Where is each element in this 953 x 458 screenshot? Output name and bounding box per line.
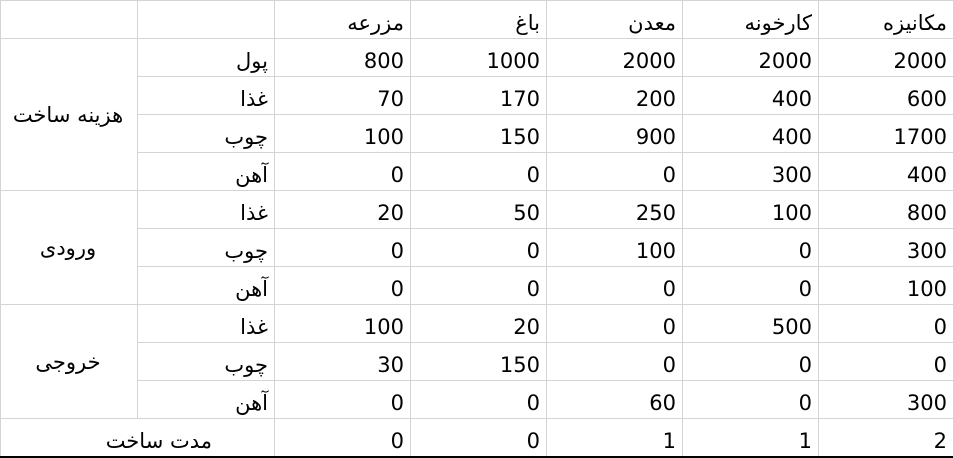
header-row (1, 1, 953, 39)
row-label-header-cell[interactable] (138, 1, 275, 39)
group-cell-build-cost[interactable]: هزینه ساخت (1, 39, 138, 191)
build-time-label-cell[interactable]: مدت ساخت (1, 419, 275, 458)
value-cell[interactable]: 0 (683, 267, 819, 305)
row-label-cell[interactable]: آهن (138, 267, 275, 305)
table-row (1, 267, 953, 305)
value-cell[interactable]: 400 (683, 77, 819, 115)
value-cell[interactable]: 150 (411, 115, 547, 153)
row-label-cell[interactable]: چوب (138, 343, 275, 381)
row-label-cell[interactable]: چوب (138, 115, 275, 153)
value-cell[interactable]: 100 (547, 229, 683, 267)
group-cell-output[interactable]: خروجی (1, 305, 138, 419)
column-header-garden[interactable]: باغ (411, 1, 547, 39)
column-header-mechanized[interactable]: مکانیزه (819, 1, 953, 39)
value-cell[interactable]: 60 (547, 381, 683, 419)
value-cell[interactable]: 0 (547, 343, 683, 381)
value-cell[interactable]: 0 (683, 381, 819, 419)
value-cell[interactable]: 0 (411, 267, 547, 305)
value-cell[interactable]: 200 (547, 77, 683, 115)
value-cell[interactable]: 1000 (411, 39, 547, 77)
row-label-cell[interactable]: غذا (138, 305, 275, 343)
value-cell[interactable]: 0 (411, 153, 547, 191)
table-row (1, 229, 953, 267)
table-row (1, 381, 953, 419)
table-row (1, 191, 953, 229)
value-cell[interactable]: 500 (683, 305, 819, 343)
value-cell[interactable]: 300 (683, 153, 819, 191)
value-cell[interactable]: 170 (411, 77, 547, 115)
value-cell[interactable]: 0 (547, 267, 683, 305)
value-cell[interactable]: 50 (411, 191, 547, 229)
value-cell[interactable]: 0 (275, 381, 411, 419)
value-cell[interactable]: 0 (275, 153, 411, 191)
value-cell[interactable]: 0 (819, 305, 953, 343)
value-cell[interactable]: 0 (547, 305, 683, 343)
value-cell[interactable]: 100 (819, 267, 953, 305)
table-row (1, 77, 953, 115)
row-label-cell[interactable]: آهن (138, 153, 275, 191)
value-cell[interactable]: 0 (819, 343, 953, 381)
table-row (1, 115, 953, 153)
value-cell[interactable]: 250 (547, 191, 683, 229)
value-cell[interactable]: 70 (275, 77, 411, 115)
value-cell[interactable]: 2000 (547, 39, 683, 77)
table-row-build-time (1, 419, 953, 458)
value-cell[interactable]: 800 (819, 191, 953, 229)
value-cell[interactable]: 0 (683, 229, 819, 267)
row-label-cell[interactable]: آهن (138, 381, 275, 419)
value-cell[interactable]: 0 (411, 381, 547, 419)
table-row (1, 39, 953, 77)
value-cell[interactable]: 600 (819, 77, 953, 115)
value-cell[interactable]: 0 (275, 267, 411, 305)
row-label-cell[interactable]: چوب (138, 229, 275, 267)
value-cell[interactable]: 20 (411, 305, 547, 343)
value-cell[interactable]: 1700 (819, 115, 953, 153)
value-cell[interactable]: 2000 (683, 39, 819, 77)
value-cell[interactable]: 300 (819, 381, 953, 419)
value-cell[interactable]: 0 (275, 229, 411, 267)
value-cell[interactable]: 0 (411, 419, 547, 458)
column-header-mine[interactable]: معدن (547, 1, 683, 39)
value-cell[interactable]: 100 (683, 191, 819, 229)
value-cell[interactable]: 400 (819, 153, 953, 191)
value-cell[interactable]: 0 (683, 343, 819, 381)
value-cell[interactable]: 800 (275, 39, 411, 77)
table-row (1, 153, 953, 191)
table-row (1, 343, 953, 381)
value-cell[interactable]: 300 (819, 229, 953, 267)
value-cell[interactable]: 0 (275, 419, 411, 458)
value-cell[interactable]: 100 (275, 305, 411, 343)
value-cell[interactable]: 900 (547, 115, 683, 153)
value-cell[interactable]: 1 (683, 419, 819, 458)
value-cell[interactable]: 400 (683, 115, 819, 153)
row-label-cell[interactable]: غذا (138, 191, 275, 229)
value-cell[interactable]: 0 (547, 153, 683, 191)
column-header-farm[interactable]: مزرعه (275, 1, 411, 39)
value-cell[interactable]: 150 (411, 343, 547, 381)
corner-cell[interactable] (1, 1, 138, 39)
value-cell[interactable]: 2000 (819, 39, 953, 77)
value-cell[interactable]: 1 (547, 419, 683, 458)
value-cell[interactable]: 2 (819, 419, 953, 458)
value-cell[interactable]: 30 (275, 343, 411, 381)
group-cell-input[interactable]: ورودی (1, 191, 138, 305)
value-cell[interactable]: 0 (411, 229, 547, 267)
value-cell[interactable]: 20 (275, 191, 411, 229)
value-cell[interactable]: 100 (275, 115, 411, 153)
row-label-cell[interactable]: غذا (138, 77, 275, 115)
column-header-factory[interactable]: کارخونه (683, 1, 819, 39)
table-row (1, 305, 953, 343)
row-label-cell[interactable]: پول (138, 39, 275, 77)
